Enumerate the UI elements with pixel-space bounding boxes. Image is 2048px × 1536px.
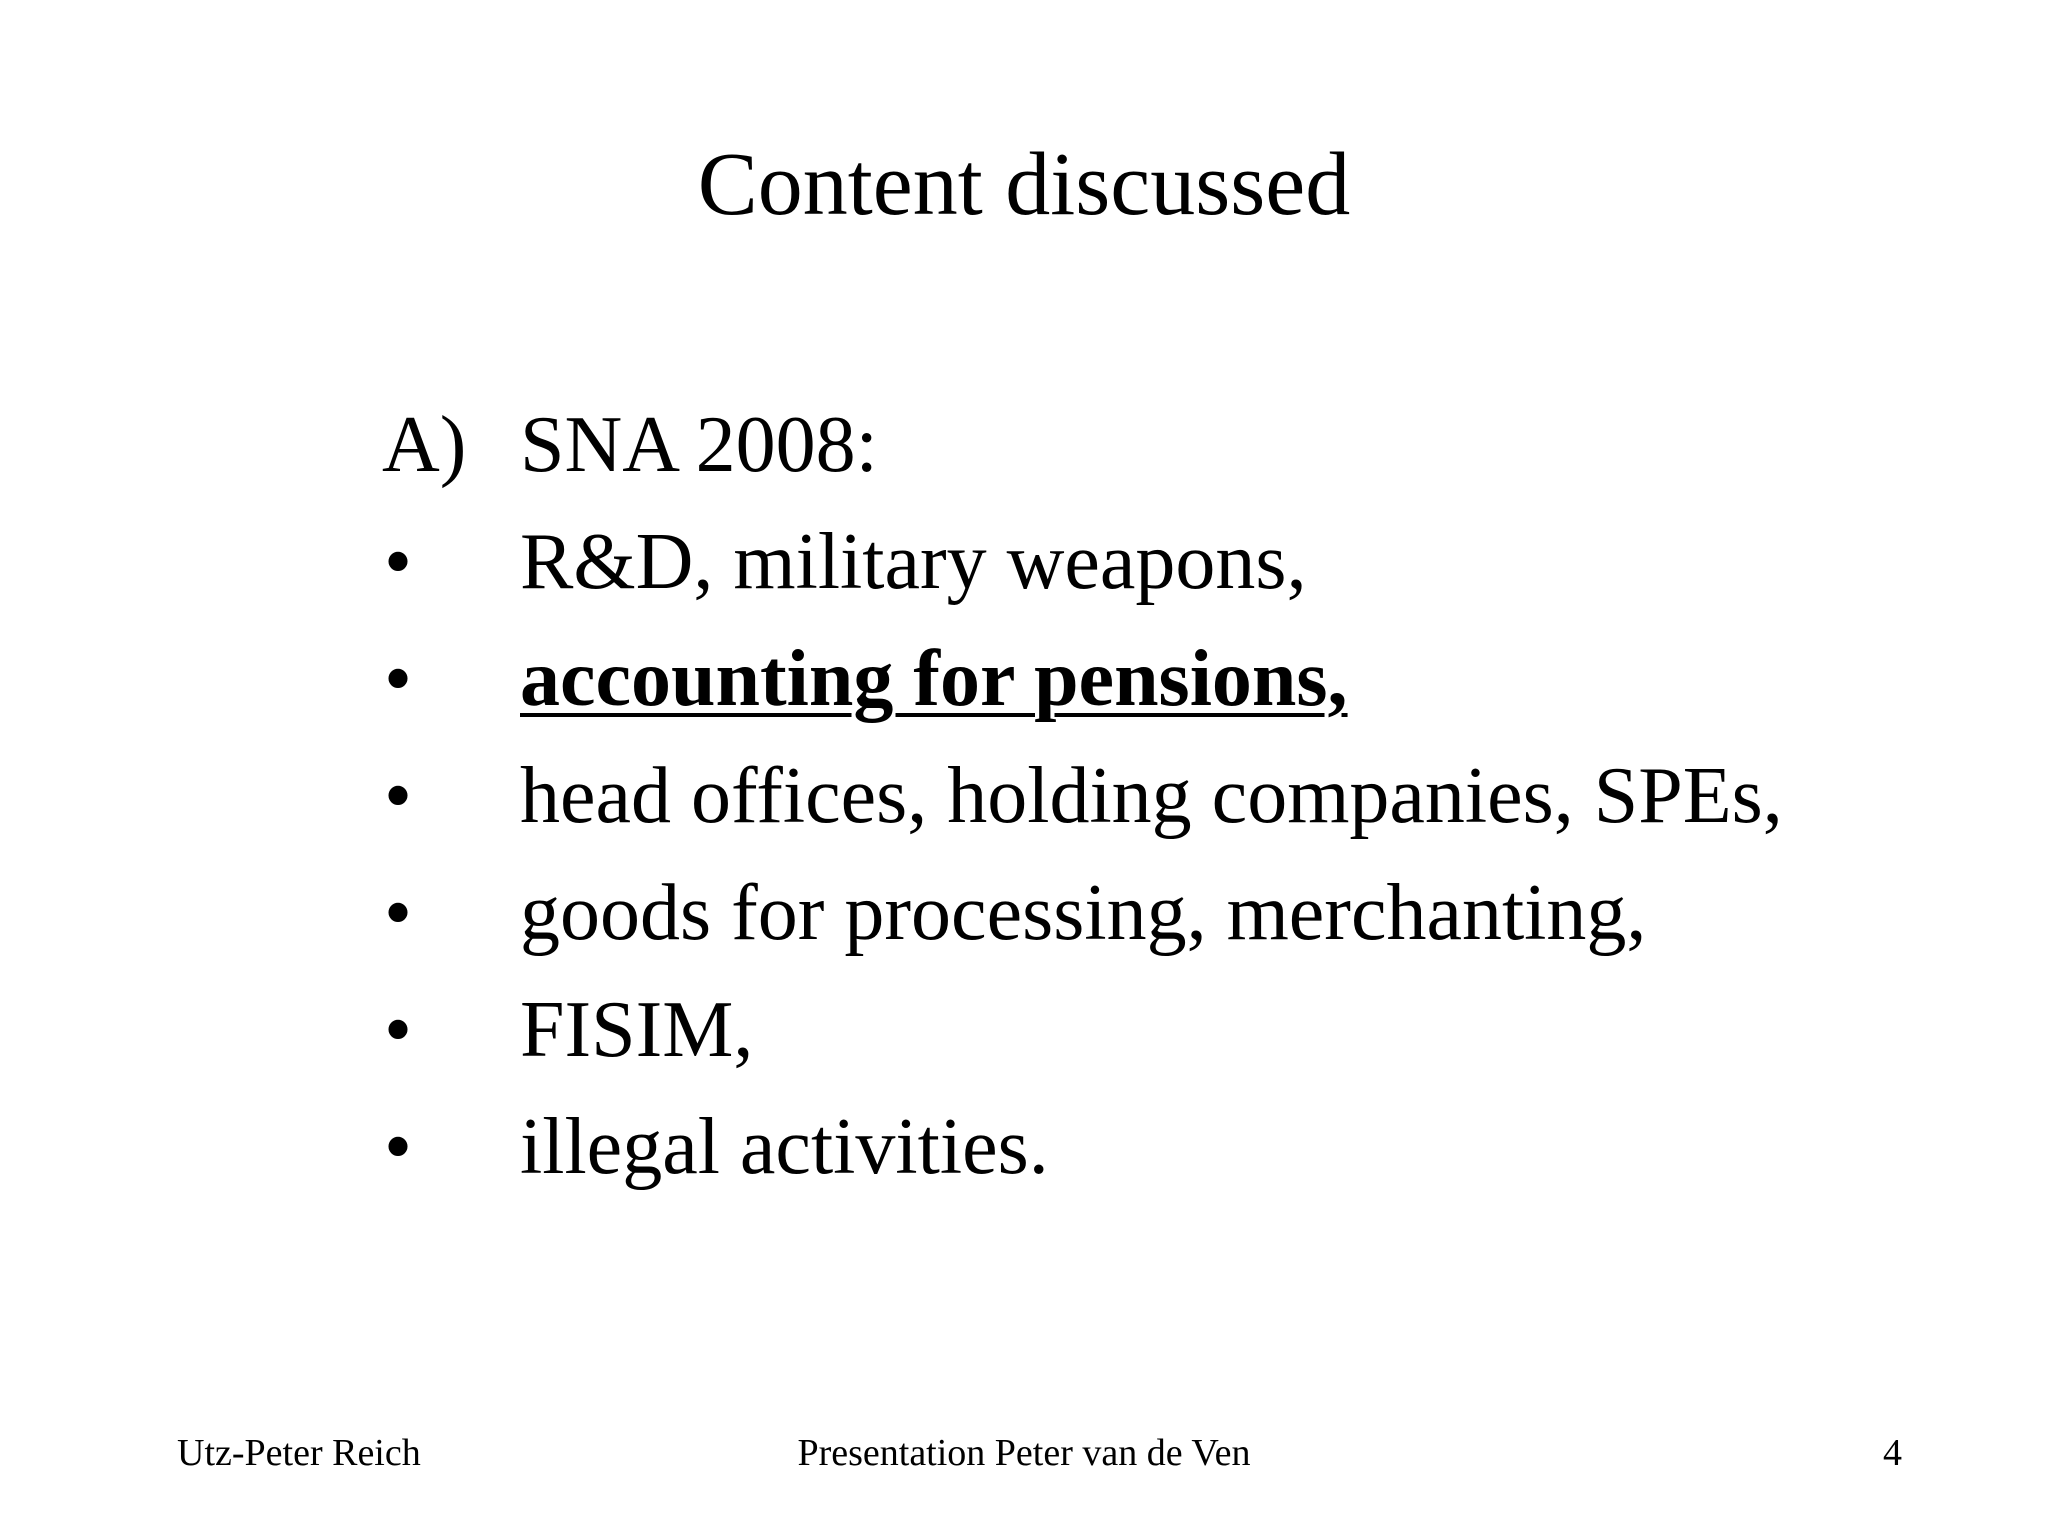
bullet-marker: •: [384, 869, 413, 957]
list-item: [382, 512, 1882, 629]
bullet-marker: •: [384, 518, 413, 606]
bullet-marker: •: [384, 752, 413, 840]
list-item: [382, 863, 1882, 980]
footer-page-number: 4: [1883, 1432, 1902, 1474]
list-item-text: head offices, holding companies, SPEs,: [520, 752, 1783, 840]
list-item-text: goods for processing, merchanting,: [520, 869, 1647, 957]
list-item: [382, 629, 1882, 746]
list-item-text: FISIM,: [520, 986, 754, 1074]
list-item-text: R&D, military weapons,: [520, 518, 1307, 606]
slide-content: [382, 395, 1882, 1214]
bullet-marker: •: [384, 1103, 413, 1191]
section-marker: A): [382, 401, 467, 489]
list-item-text-highlighted: accounting for pensions,: [520, 635, 1348, 723]
bullet-marker: •: [384, 635, 413, 723]
section-heading: [382, 395, 1882, 512]
list-item: [382, 980, 1882, 1097]
footer-presentation-title: Presentation Peter van de Ven: [797, 1432, 1251, 1474]
footer-author: Utz-Peter Reich: [177, 1432, 421, 1474]
list-item-text: illegal activities.: [520, 1103, 1049, 1191]
bullet-marker: •: [384, 986, 413, 1074]
list-item: [382, 1097, 1882, 1214]
slide-title: Content discussed: [697, 135, 1351, 234]
list-item: [382, 746, 1882, 863]
section-label: SNA 2008:: [520, 401, 878, 489]
